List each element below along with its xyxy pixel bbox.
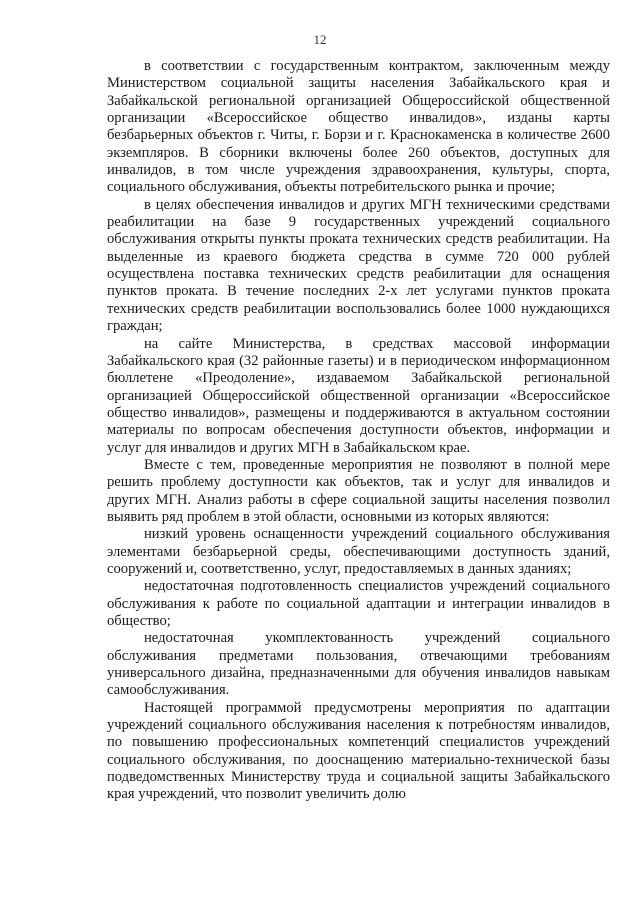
paragraph-problem-equipment: низкий уровень оснащенности учреждений социального обслуживания элементами безбарьерной среды, обеспечивающими доступность зданий, сооружений и, соответственно, услуг, предоставляемых в данных зданиях;: [107, 526, 610, 577]
paragraph-tactile-maps: в соответствии с государственным контрактом, заключенным между Министерством социальной защиты населения Забайкальского края и Забайкальской региональной организацией Общероссийской общественной организации «Всероссийское общество инвалидов», изданы карты безбарьерных объектов г. Читы, г. Борзи и г. Краснокаменска в количестве 2600 экземпляров. В сборники включены более 260 объектов, доступных для инвалидов, в том числе учреждения здравоохранения, культуры, спорта, социального обслуживания, объекты потребительского рынка и прочие;: [107, 58, 610, 196]
document-body: [107, 58, 610, 804]
page-number: 12: [313, 32, 327, 47]
paragraph-problems-intro: Вместе с тем, проведенные мероприятия не позволяют в полной мере решить проблему доступности как объектов, так и услуг для инвалидов и других МГН. Анализ работы в сфере социальной защиты населения позволил выявить ряд проблем в этой области, основными из которых являются:: [107, 456, 610, 525]
paragraph-problem-staff-training: недостаточная подготовленность специалистов учреждений социального обслуживания к работе по социальной адаптации и интеграции инвалидов в общество;: [107, 578, 610, 629]
paragraph-problem-supplies: недостаточная укомплектованность учреждений социального обслуживания предметами пользования, отвечающими требованиям универсального дизайна, предназначенными для обучения инвалидов навыкам самообслуживания.: [107, 630, 610, 699]
paragraph-media-information: на сайте Министерства, в средствах массовой информации Забайкальского края (32 районные газеты) и в периодическом информационном бюллетене «Преодоление», издаваемом Забайкальской региональной организацией Общероссийской общественной организации «Всероссийское общество инвалидов», размещены и поддерживаются в актуальном состоянии материалы по вопросам обеспечения доступности объектов, информации и услуг для инвалидов и других МГН в Забайкальском крае.: [107, 335, 610, 456]
paragraph-program-measures: Настоящей программой предусмотрены мероприятия по адаптации учреждений социального обслуживания населения к потребностям инвалидов, по повышению профессиональных компетенций специалистов учреждений социального обслуживания, по дооснащению материально-технической базы подведомственных Министерству труда и социальной защиты Забайкальского края учреждений, что позволит увеличить долю: [107, 699, 610, 803]
paragraph-rental-points: в целях обеспечения инвалидов и других МГН техническими средствами реабилитации на базе 9 государственных учреждений социального обслуживания открыты пункты проката технических средств реабилитации. На выделенные из краевого бюджета средства в сумме 720 000 рублей осуществлена поставка технических средств реабилитации для оснащения пунктов проката. В течение последних 2-х лет услугами пунктов проката технических средств реабилитации воспользовались более 1000 нуждающихся граждан;: [107, 196, 610, 335]
